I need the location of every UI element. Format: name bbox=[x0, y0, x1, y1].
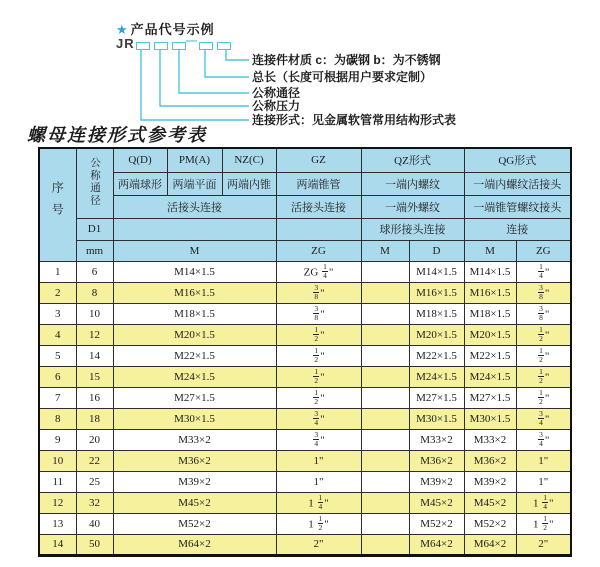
qz-d-cell: M33×2 bbox=[409, 429, 464, 450]
form-header-gz: GZ bbox=[276, 148, 361, 172]
qz-m-cell bbox=[361, 303, 409, 324]
form-header-nzc: NZ(C) bbox=[222, 148, 276, 172]
dn-cell: 32 bbox=[76, 492, 113, 513]
mm-header: mm bbox=[76, 240, 113, 261]
zg-cell: 1 $\frac{1}{4}$ " bbox=[276, 492, 361, 513]
m-cell: M27×1.5 bbox=[113, 387, 276, 408]
qg-zg-cell: $\frac{3}{4}$ " bbox=[516, 408, 571, 429]
thread-zg: ZG bbox=[276, 240, 361, 261]
qz-m-cell bbox=[361, 324, 409, 345]
seq-cell: 3 bbox=[39, 303, 76, 324]
end-type-pma: 两端平面 bbox=[167, 172, 222, 195]
qg-m-cell: M30×1.5 bbox=[464, 408, 516, 429]
seq-cell: 5 bbox=[39, 345, 76, 366]
qz-m-cell bbox=[361, 429, 409, 450]
dn-cell: 20 bbox=[76, 429, 113, 450]
m-cell: M45×2 bbox=[113, 492, 276, 513]
table-row bbox=[39, 366, 571, 387]
fraction-value: $\frac{1}{4}$ bbox=[323, 261, 327, 280]
qz-d-cell: M16×1.5 bbox=[409, 282, 464, 303]
diagram-label-length: 总长（长度可根据用户要求定制） bbox=[252, 70, 433, 84]
m-cell: M30×1.5 bbox=[113, 408, 276, 429]
page-title: 螺母连接形式参考表 bbox=[27, 125, 207, 145]
end-type-qz: 一端内螺纹 bbox=[361, 172, 464, 195]
table-row bbox=[39, 450, 571, 471]
seq-cell: 13 bbox=[39, 513, 76, 534]
qg-m-cell: M64×2 bbox=[464, 534, 516, 555]
qg-zg-cell: 1 $\frac{1}{4}$ " bbox=[516, 492, 571, 513]
seq-cell: 12 bbox=[39, 492, 76, 513]
seq-cell: 1 bbox=[39, 261, 76, 282]
diagram-label-connection: 连接形式：见金属软管常用结构形式表 bbox=[252, 113, 457, 127]
m-cell: M24×1.5 bbox=[113, 366, 276, 387]
qz-d-cell: M39×2 bbox=[409, 471, 464, 492]
seq-cell: 7 bbox=[39, 387, 76, 408]
end-type-qd: 两端球形 bbox=[113, 172, 167, 195]
qg-zg-cell: 2" bbox=[516, 534, 571, 555]
m-cell: M33×2 bbox=[113, 429, 276, 450]
dn-cell: 8 bbox=[76, 282, 113, 303]
table-row bbox=[39, 492, 571, 513]
seq-cell: 11 bbox=[39, 471, 76, 492]
star-icon: ★ bbox=[116, 22, 129, 37]
zg-cell: $\frac{3}{4}$ " bbox=[276, 408, 361, 429]
m-cell: M39×2 bbox=[113, 471, 276, 492]
conn-type-qg: 一端锥管螺纹接头 bbox=[464, 195, 571, 218]
fraction-value: $\frac{1}{2}$ bbox=[539, 345, 543, 364]
fraction-value: $\frac{1}{2}$ bbox=[543, 513, 548, 532]
dn-cell: 14 bbox=[76, 345, 113, 366]
diagram-label-diameter: 公称通径 bbox=[252, 86, 301, 100]
table-row bbox=[39, 387, 571, 408]
diagram-label-pressure: 公称压力 bbox=[252, 99, 301, 113]
seq-cell: 4 bbox=[39, 324, 76, 345]
qz-m-cell bbox=[361, 450, 409, 471]
dn-cell: 18 bbox=[76, 408, 113, 429]
seq-cell: 10 bbox=[39, 450, 76, 471]
fraction-value: $\frac{3}{8}$ bbox=[539, 282, 543, 301]
form-header-qd: Q(D) bbox=[113, 148, 167, 172]
thread-qz-d: D bbox=[409, 240, 464, 261]
table-row bbox=[39, 408, 571, 429]
m-cell: M64×2 bbox=[113, 534, 276, 555]
table-row bbox=[39, 261, 571, 282]
reference-table-wrap bbox=[38, 147, 572, 557]
qg-m-cell: M52×2 bbox=[464, 513, 516, 534]
end-type-gz: 两端锥管 bbox=[276, 172, 361, 195]
qg-zg-cell: 1" bbox=[516, 450, 571, 471]
zg-cell: $\frac{1}{2}$ " bbox=[276, 366, 361, 387]
zg-cell: 1 $\frac{1}{2}$ " bbox=[276, 513, 361, 534]
conn2-qg: 连接 bbox=[464, 218, 571, 240]
fraction-value: $\frac{1}{2}$ bbox=[314, 345, 319, 364]
dn-cell: 50 bbox=[76, 534, 113, 555]
zg-cell: ZG $\frac{1}{4}$ " bbox=[276, 261, 361, 282]
table-row bbox=[39, 429, 571, 450]
m-cell: M22×1.5 bbox=[113, 345, 276, 366]
qz-m-cell bbox=[361, 471, 409, 492]
qz-m-cell bbox=[361, 492, 409, 513]
diagram-label-material: 连接件材质 c：为碳钢 b：为不锈钢 bbox=[252, 53, 441, 67]
conn-type-gz: 活接头连接 bbox=[276, 195, 361, 218]
m-cell: M14×1.5 bbox=[113, 261, 276, 282]
table-header bbox=[39, 148, 571, 261]
thread-qz-m: M bbox=[361, 240, 409, 261]
table-row bbox=[39, 324, 571, 345]
qg-m-cell: M14×1.5 bbox=[464, 261, 516, 282]
fraction-value: $\frac{3}{8}$ bbox=[314, 303, 319, 322]
fraction-value: $\frac{1}{2}$ bbox=[314, 387, 319, 406]
fraction-value: $\frac{1}{2}$ bbox=[539, 387, 543, 406]
qg-m-cell: M20×1.5 bbox=[464, 324, 516, 345]
qg-zg-cell: $\frac{1}{2}$ " bbox=[516, 324, 571, 345]
zg-cell: $\frac{3}{4}$ " bbox=[276, 429, 361, 450]
code-dash: — bbox=[186, 35, 197, 47]
seq-cell: 8 bbox=[39, 408, 76, 429]
fraction-value: $\frac{1}{4}$ bbox=[539, 261, 543, 280]
conn-type-union: 活接头连接 bbox=[113, 195, 276, 218]
m-cell: M18×1.5 bbox=[113, 303, 276, 324]
qz-m-cell bbox=[361, 345, 409, 366]
fraction-value: $\frac{3}{8}$ bbox=[314, 282, 319, 301]
table-row bbox=[39, 303, 571, 324]
dn-cell: 22 bbox=[76, 450, 113, 471]
dn-header: 公称通径 bbox=[76, 148, 113, 218]
qg-m-cell: M39×2 bbox=[464, 471, 516, 492]
qz-d-cell: M18×1.5 bbox=[409, 303, 464, 324]
seq-cell: 2 bbox=[39, 282, 76, 303]
conn-type-qz: 一端外螺纹 bbox=[361, 195, 464, 218]
qg-zg-cell: $\frac{1}{2}$ " bbox=[516, 366, 571, 387]
conn2-qz: 球形接头连接 bbox=[361, 218, 464, 240]
thread-qg-m: M bbox=[464, 240, 516, 261]
qg-m-cell: M27×1.5 bbox=[464, 387, 516, 408]
fraction-value: $\frac{1}{4}$ bbox=[318, 492, 323, 511]
zg-cell: $\frac{3}{8}$ " bbox=[276, 303, 361, 324]
dn-cell: 25 bbox=[76, 471, 113, 492]
qg-zg-cell: $\frac{3}{8}$ " bbox=[516, 303, 571, 324]
qg-m-cell: M18×1.5 bbox=[464, 303, 516, 324]
diagram-heading-text: 产品代号示例 bbox=[130, 22, 215, 37]
qg-zg-cell: $\frac{1}{4}$ " bbox=[516, 261, 571, 282]
qz-d-cell: M22×1.5 bbox=[409, 345, 464, 366]
qg-zg-cell: $\frac{3}{4}$ " bbox=[516, 429, 571, 450]
end-type-qg: 一端内螺纹活接头 bbox=[464, 172, 571, 195]
thread-m: M bbox=[113, 240, 276, 261]
d1-blank-gz bbox=[276, 218, 361, 240]
qz-d-cell: M20×1.5 bbox=[409, 324, 464, 345]
qz-d-cell: M52×2 bbox=[409, 513, 464, 534]
zg-cell: $\frac{1}{2}$ " bbox=[276, 345, 361, 366]
zg-cell: $\frac{1}{2}$ " bbox=[276, 387, 361, 408]
seq-cell: 6 bbox=[39, 366, 76, 387]
fraction-value: $\frac{1}{2}$ bbox=[318, 513, 323, 532]
qg-m-cell: M24×1.5 bbox=[464, 366, 516, 387]
zg-cell: 1" bbox=[276, 471, 361, 492]
qz-d-cell: M14×1.5 bbox=[409, 261, 464, 282]
table-body bbox=[39, 261, 571, 555]
fraction-value: $\frac{3}{4}$ bbox=[314, 408, 319, 427]
qg-m-cell: M36×2 bbox=[464, 450, 516, 471]
qz-d-cell: M64×2 bbox=[409, 534, 464, 555]
m-cell: M36×2 bbox=[113, 450, 276, 471]
qg-zg-cell: $\frac{1}{2}$ " bbox=[516, 345, 571, 366]
fraction-value: $\frac{3}{4}$ bbox=[539, 429, 543, 448]
dn-cell: 10 bbox=[76, 303, 113, 324]
qz-m-cell bbox=[361, 387, 409, 408]
qg-m-cell: M16×1.5 bbox=[464, 282, 516, 303]
form-header-pma: PM(A) bbox=[167, 148, 222, 172]
table-row bbox=[39, 345, 571, 366]
thread-qg-zg: ZG bbox=[516, 240, 571, 261]
table-row bbox=[39, 471, 571, 492]
table-row bbox=[39, 534, 571, 555]
end-type-nzc: 两端内锥 bbox=[222, 172, 276, 195]
fraction-value: $\frac{3}{4}$ bbox=[314, 429, 319, 448]
qg-zg-cell: 1" bbox=[516, 471, 571, 492]
qz-d-cell: M30×1.5 bbox=[409, 408, 464, 429]
qz-m-cell bbox=[361, 513, 409, 534]
zg-cell: $\frac{1}{2}$ " bbox=[276, 324, 361, 345]
m-cell: M20×1.5 bbox=[113, 324, 276, 345]
qz-m-cell bbox=[361, 366, 409, 387]
fraction-value: $\frac{1}{2}$ bbox=[539, 366, 543, 385]
qz-d-cell: M24×1.5 bbox=[409, 366, 464, 387]
fraction-value: $\frac{1}{4}$ bbox=[543, 492, 548, 511]
qz-d-cell: M36×2 bbox=[409, 450, 464, 471]
dn-cell: 16 bbox=[76, 387, 113, 408]
fraction-value: $\frac{1}{2}$ bbox=[539, 324, 543, 343]
nut-connection-reference-table bbox=[38, 147, 572, 557]
zg-cell: 2" bbox=[276, 534, 361, 555]
qg-m-cell: M33×2 bbox=[464, 429, 516, 450]
d1-header: D1 bbox=[76, 218, 113, 240]
zg-cell: 1" bbox=[276, 450, 361, 471]
table-row bbox=[39, 513, 571, 534]
fraction-value: $\frac{1}{2}$ bbox=[314, 324, 319, 343]
qz-d-cell: M27×1.5 bbox=[409, 387, 464, 408]
zg-cell: $\frac{3}{8}$ " bbox=[276, 282, 361, 303]
qz-d-cell: M45×2 bbox=[409, 492, 464, 513]
dn-cell: 6 bbox=[76, 261, 113, 282]
qg-m-cell: M22×1.5 bbox=[464, 345, 516, 366]
m-cell: M52×2 bbox=[113, 513, 276, 534]
seq-cell: 9 bbox=[39, 429, 76, 450]
qg-zg-cell: $\frac{1}{2}$ " bbox=[516, 387, 571, 408]
table-row bbox=[39, 282, 571, 303]
dn-cell: 40 bbox=[76, 513, 113, 534]
fraction-value: $\frac{3}{8}$ bbox=[539, 303, 543, 322]
seq-header: 序号 bbox=[39, 148, 76, 261]
product-code-prefix: JR bbox=[116, 36, 135, 51]
qz-m-cell bbox=[361, 282, 409, 303]
fraction-value: $\frac{1}{2}$ bbox=[314, 366, 319, 385]
dn-cell: 12 bbox=[76, 324, 113, 345]
form-header-qg: QG形式 bbox=[464, 148, 571, 172]
seq-cell: 14 bbox=[39, 534, 76, 555]
qz-m-cell bbox=[361, 261, 409, 282]
dn-cell: 15 bbox=[76, 366, 113, 387]
form-header-qz: QZ形式 bbox=[361, 148, 464, 172]
qz-m-cell bbox=[361, 408, 409, 429]
qg-m-cell: M45×2 bbox=[464, 492, 516, 513]
qg-zg-cell: $\frac{3}{8}$ " bbox=[516, 282, 571, 303]
qz-m-cell bbox=[361, 534, 409, 555]
qg-zg-cell: 1 $\frac{1}{2}$ " bbox=[516, 513, 571, 534]
m-cell: M16×1.5 bbox=[113, 282, 276, 303]
d1-blank-m bbox=[113, 218, 276, 240]
fraction-value: $\frac{3}{4}$ bbox=[539, 408, 543, 427]
